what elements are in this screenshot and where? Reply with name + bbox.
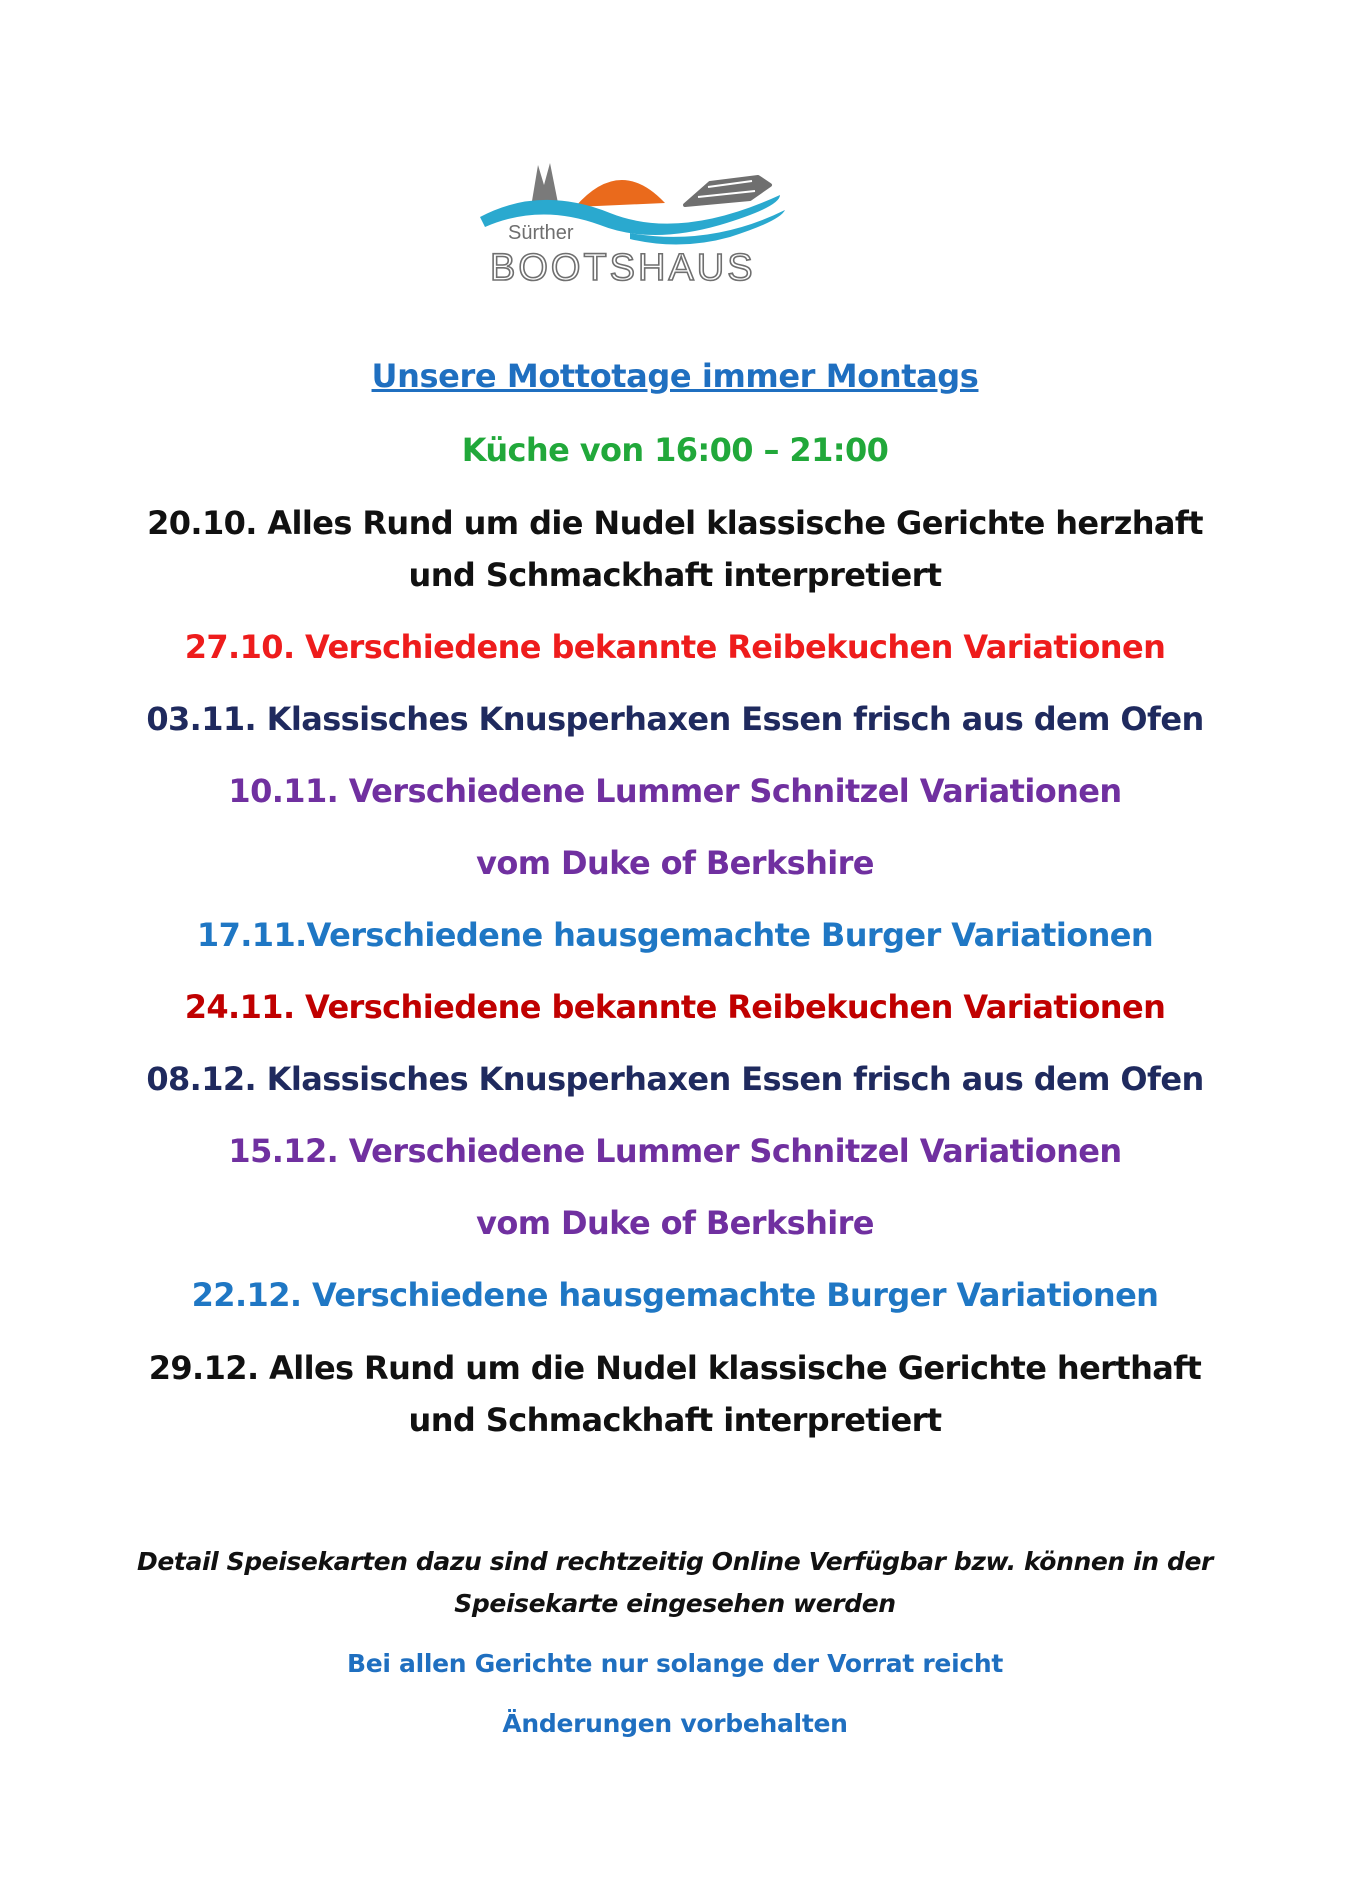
event-2010-line2: und Schmackhaft interpretiert	[408, 556, 942, 594]
event-1011: 10.11. Verschiedene Lummer Schnitzel Variationen	[228, 772, 1122, 810]
boat-icon	[685, 177, 770, 205]
event-1711: 17.11.Verschiedene hausgemachte Burger Variationen	[196, 916, 1154, 954]
event-2010-line1: 20.10. Alles Rund um die Nudel klassische Gerichte herzhaft	[147, 504, 1203, 542]
footer-supply-note: Bei allen Gerichte nur solange der Vorrat reicht	[346, 1649, 1004, 1678]
event-0812: 08.12. Klassisches Knusperhaxen Essen frisch aus dem Ofen	[146, 1060, 1204, 1098]
event-2212: 22.12. Verschiedene hausgemachte Burger Variationen	[191, 1276, 1159, 1314]
event-1011-subline: vom Duke of Berkshire	[476, 844, 874, 882]
event-0311: 03.11. Klassisches Knusperhaxen Essen frisch aus dem Ofen	[146, 700, 1204, 738]
logo-text-bootshaus: BOOTSHAUS	[490, 247, 756, 289]
kitchen-hours: Küche von 16:00 – 21:00	[461, 431, 889, 469]
event-1512: 15.12. Verschiedene Lummer Schnitzel Variationen	[228, 1132, 1122, 1170]
event-2912-line2: und Schmackhaft interpretiert	[408, 1401, 942, 1439]
logo-text-surther: Sürther	[508, 222, 574, 244]
event-2912-line1: 29.12. Alles Rund um die Nudel klassische Gerichte herthaft	[148, 1349, 1202, 1387]
event-2710: 27.10. Verschiedene bekannte Reibekuchen Variationen	[184, 628, 1166, 666]
bootshaus-logo	[480, 155, 850, 295]
page-title: Unsere Mottotage immer Montags	[371, 357, 979, 395]
event-2411: 24.11. Verschiedene bekannte Reibekuchen Variationen	[184, 988, 1166, 1026]
footer-note-line2: Speisekarte eingesehen werden	[454, 1589, 896, 1618]
footer-changes-note: Änderungen vorbehalten	[502, 1709, 848, 1738]
sun-icon	[575, 180, 665, 207]
footer-note-line1: Detail Speisekarten dazu sind rechtzeitig Online Verfügbar bzw. können in der	[137, 1547, 1213, 1576]
event-1512-subline: vom Duke of Berkshire	[476, 1204, 874, 1242]
